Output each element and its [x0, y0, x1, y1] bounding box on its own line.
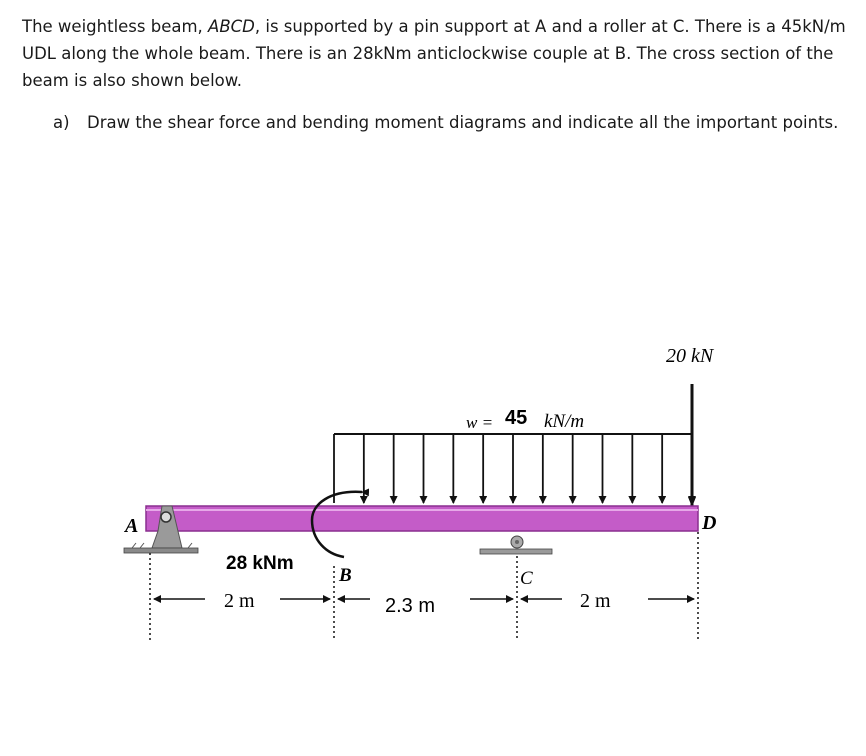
roller-support-c	[480, 536, 552, 554]
udl-load	[334, 434, 692, 503]
question-label: a)	[53, 113, 70, 132]
dimension-guides	[150, 532, 698, 640]
udl-value: 45	[505, 407, 528, 429]
point-load-label: 20 kN	[666, 345, 714, 367]
point-label-c: C	[520, 568, 533, 589]
beam-name: ABCD	[208, 17, 255, 36]
point-label-d: D	[702, 512, 717, 534]
point-label-a: A	[125, 515, 139, 537]
couple-label: 28 kNm	[226, 553, 294, 574]
udl-unit: kN/m	[544, 411, 585, 432]
span-cd-label: 2 m	[580, 590, 611, 612]
udl-w-symbol: w =	[466, 413, 494, 432]
intro-text-2: , is supported by a pin support at A and a roller at C. There is a 45kN/m UDL along the whole beam. There is an 28kNm anticlockwise couple at B. The cross section of the beam is also shown below.	[22, 17, 846, 90]
intro-text-1: The weightless beam,	[22, 17, 209, 36]
point-label-b: B	[339, 565, 352, 586]
question-text: Draw the shear force and bending moment diagrams and indicate all the important points.	[87, 113, 839, 132]
span-bc-label: 2.3 m	[385, 595, 436, 617]
udl-arrows	[334, 434, 692, 503]
span-ab-label: 2 m	[224, 590, 255, 612]
